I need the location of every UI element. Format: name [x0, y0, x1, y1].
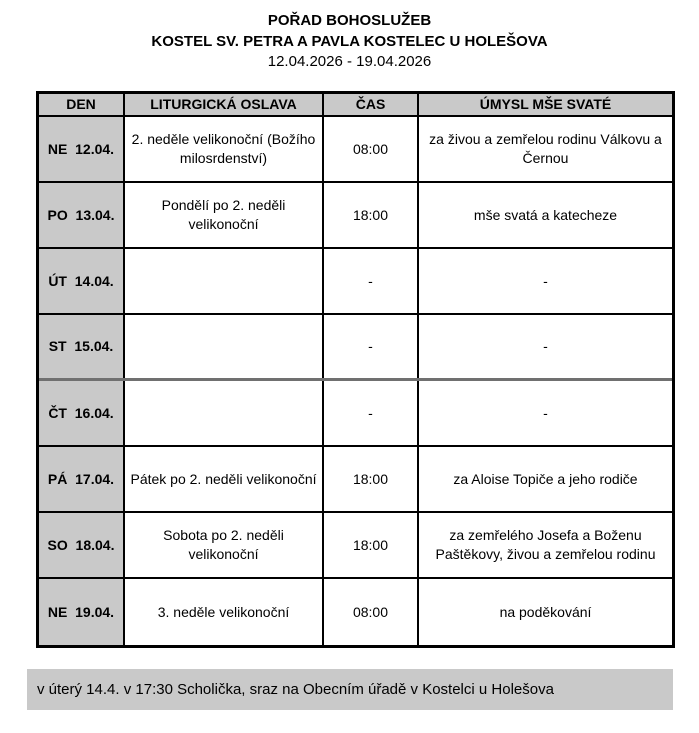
- time-cell: 18:00: [324, 183, 419, 247]
- intention-cell: za zemřelého Josefa a Boženu Paštěkovy, živou a zemřelou rodinu: [435, 527, 656, 562]
- church-name: KOSTEL SV. PETRA A PAVLA KOSTELEC U HOLEŠOVA: [151, 33, 548, 50]
- celebration-cell: Pátek po 2. neděli velikonoční: [125, 447, 324, 511]
- table-row-so-18-04: [39, 513, 672, 579]
- day-cell: ČT 16.04.: [39, 381, 125, 445]
- column-header-cas: ČAS: [324, 94, 419, 115]
- footer-note: v úterý 14.4. v 17:30 Scholička, sraz na Obecním úřadě v Kostelci u Holešova: [27, 669, 673, 710]
- column-header-umysl-mse-svate: ÚMYSL MŠE SVATÉ: [419, 94, 672, 115]
- celebration-cell: 2. neděle velikonoční (Božího milosrdenství): [125, 117, 324, 181]
- intention-cell: -: [543, 272, 548, 289]
- intention-cell: -: [543, 404, 548, 421]
- table-header-row: [39, 94, 672, 117]
- intention-cell: za Aloise Topiče a jeho rodiče: [453, 470, 638, 487]
- schedule-table: [36, 91, 675, 648]
- celebration-cell: [125, 381, 324, 445]
- celebration-cell: Pondělí po 2. neděli velikonoční: [125, 183, 324, 247]
- celebration-cell: 3. neděle velikonoční: [125, 579, 324, 645]
- day-cell: PÁ 17.04.: [39, 447, 125, 511]
- celebration-cell: Sobota po 2. neděli velikonoční: [125, 513, 324, 577]
- intention-cell: na poděkování: [499, 603, 592, 620]
- intention-cell: za živou a zemřelou rodinu Válkovu a Černou: [429, 131, 662, 166]
- table-row-ct-16-04: [39, 381, 672, 447]
- day-cell: ÚT 14.04.: [39, 249, 125, 313]
- document-header: [0, 0, 699, 72]
- table-row-ut-14-04: [39, 249, 672, 315]
- date-range: 12.04.2026 - 19.04.2026: [267, 53, 432, 70]
- time-cell: 08:00: [324, 117, 419, 181]
- day-cell: PO 13.04.: [39, 183, 125, 247]
- time-cell: 18:00: [324, 447, 419, 511]
- table-row-po-13-04: [39, 183, 672, 249]
- page-title: POŘAD BOHOSLUŽEB: [267, 12, 432, 29]
- table-row-ne-12-04: [39, 117, 672, 183]
- time-cell: -: [324, 381, 419, 445]
- column-header-liturgicka-oslava: LITURGICKÁ OSLAVA: [125, 94, 324, 115]
- day-cell: SO 18.04.: [39, 513, 125, 577]
- time-cell: 18:00: [324, 513, 419, 577]
- table-row-st-15-04: [39, 315, 672, 381]
- intention-cell: mše svatá a katecheze: [473, 206, 618, 223]
- celebration-cell: [125, 315, 324, 378]
- table-row-ne-19-04: [39, 579, 672, 645]
- time-cell: -: [324, 315, 419, 378]
- table-row-pa-17-04: [39, 447, 672, 513]
- intention-cell: -: [543, 338, 548, 354]
- day-cell: NE 12.04.: [39, 117, 125, 181]
- celebration-cell: [125, 249, 324, 313]
- time-cell: 08:00: [324, 579, 419, 645]
- day-cell: ST 15.04.: [39, 315, 125, 378]
- column-header-den: DEN: [39, 94, 125, 115]
- day-cell: NE 19.04.: [39, 579, 125, 645]
- time-cell: -: [324, 249, 419, 313]
